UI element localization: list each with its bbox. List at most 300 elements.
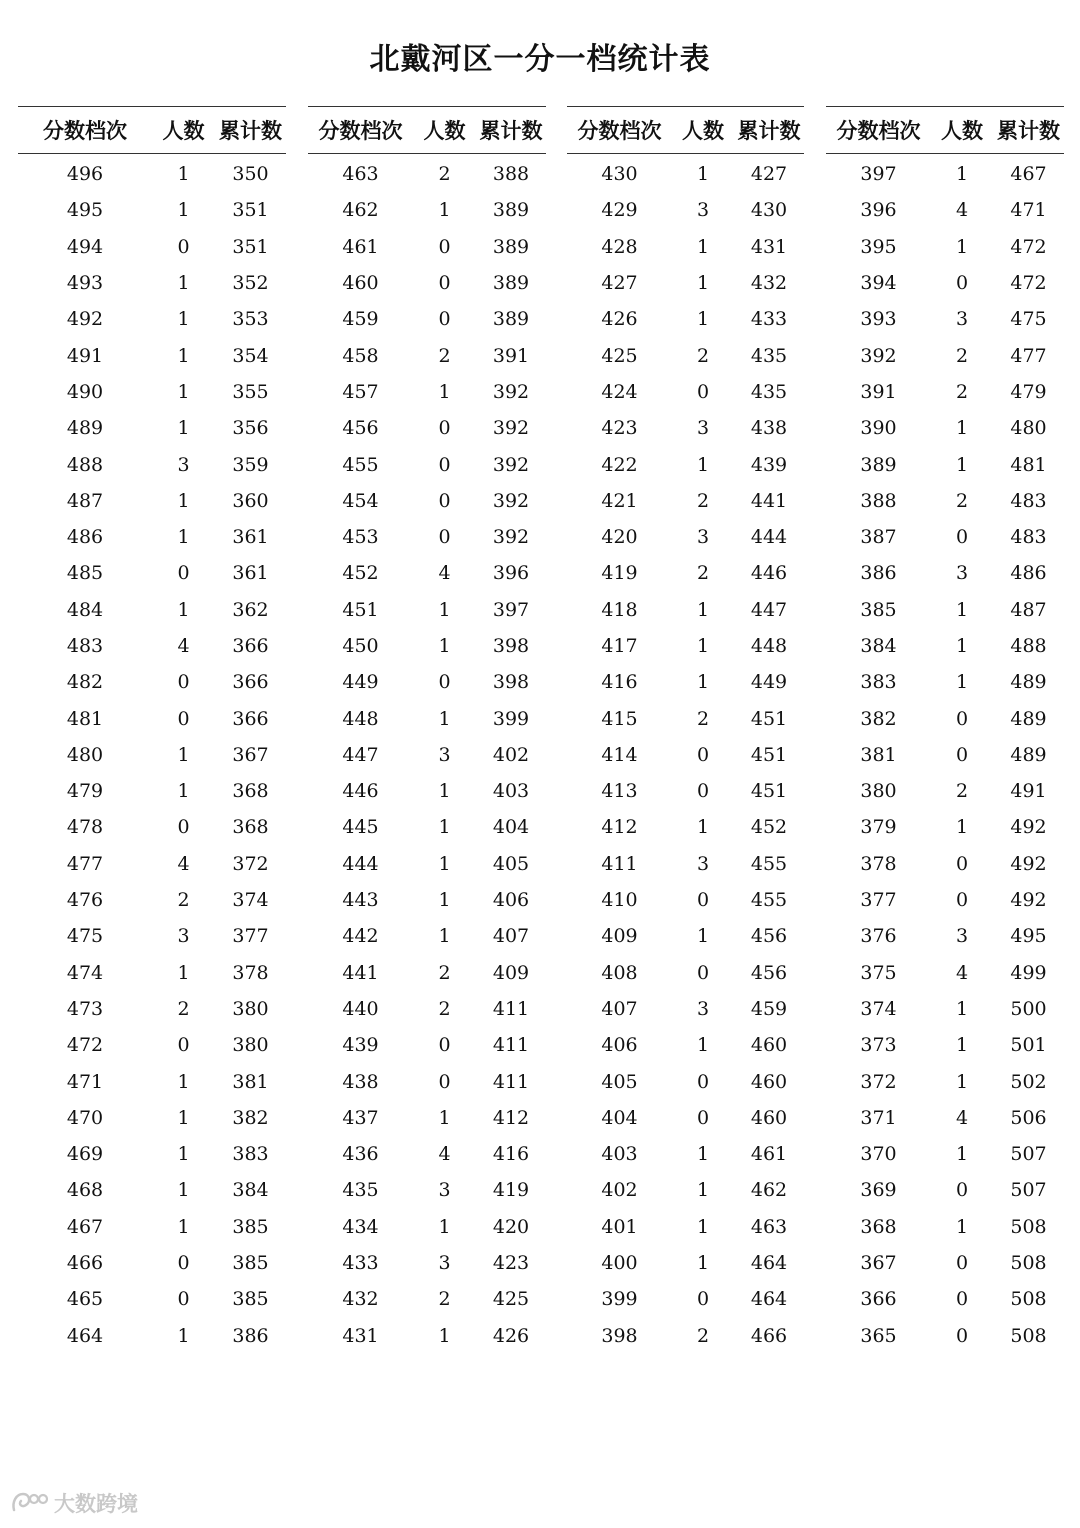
table-row (308, 882, 546, 918)
score-cell: 382 (860, 707, 897, 730)
cumulative-cell: 392 (492, 453, 530, 476)
cumulative-cell: 350 (232, 163, 269, 186)
score-cell: 419 (601, 562, 638, 585)
cumulative-cell: 455 (750, 889, 788, 912)
count-cell: 3 (696, 852, 710, 875)
score-cell: 441 (342, 961, 379, 984)
count-cell: 4 (177, 635, 190, 657)
score-cell: 485 (66, 562, 104, 585)
cumulative-cell: 430 (750, 199, 788, 222)
table-row (567, 1063, 804, 1099)
score-cell: 487 (66, 489, 104, 512)
score-cell: 445 (342, 816, 379, 839)
table-row (18, 154, 286, 193)
table-row (308, 1281, 546, 1317)
cumulative-cell: 391 (492, 344, 530, 367)
cumulative-cell: 385 (232, 1215, 269, 1238)
table-row (567, 483, 804, 519)
table-row (567, 410, 804, 446)
cumulative-cell: 451 (750, 743, 788, 766)
cumulative-cell: 389 (492, 308, 530, 331)
cumulative-cell: 472 (1010, 272, 1047, 295)
count-cell: 1 (438, 852, 451, 875)
count-cell: 1 (438, 889, 451, 912)
table-row (18, 229, 286, 265)
table-row (18, 700, 286, 736)
cumulative-cell: 407 (492, 925, 530, 948)
table-row (826, 1281, 1064, 1317)
table-row (308, 737, 546, 773)
count-cell: 1 (955, 1143, 969, 1166)
table-row (308, 1063, 546, 1099)
cumulative-cell: 489 (1010, 671, 1047, 694)
header-count: 人数 (423, 119, 466, 143)
cumulative-cell: 368 (232, 780, 269, 803)
table-row (567, 1027, 804, 1063)
cumulative-cell: 501 (1010, 1034, 1047, 1057)
cumulative-cell: 366 (232, 707, 269, 730)
count-cell: 0 (955, 272, 969, 295)
cumulative-cell: 492 (1010, 889, 1047, 912)
count-cell: 3 (955, 308, 969, 331)
table-row (308, 229, 546, 265)
table-row (567, 555, 804, 591)
table-row (308, 483, 546, 519)
score-cell: 457 (342, 380, 379, 403)
cumulative-cell: 419 (492, 1179, 530, 1202)
table-row (567, 1209, 804, 1245)
score-cell: 429 (601, 199, 638, 222)
table-row (308, 628, 546, 664)
count-cell: 0 (696, 1070, 710, 1093)
score-cell: 463 (342, 163, 379, 186)
count-cell: 3 (438, 1179, 451, 1202)
count-cell: 0 (177, 707, 190, 730)
count-cell: 0 (177, 1252, 190, 1275)
table-header-row (18, 107, 286, 154)
cumulative-cell: 389 (492, 199, 530, 222)
table-row (567, 1100, 804, 1136)
table-row (567, 1172, 804, 1208)
score-cell: 379 (860, 816, 897, 839)
score-cell: 367 (860, 1252, 897, 1275)
table-row (18, 555, 286, 591)
table-row (826, 1027, 1064, 1063)
watermark-icon (10, 1490, 48, 1516)
count-cell: 0 (438, 489, 451, 512)
score-cell: 496 (66, 163, 104, 186)
header-score-level: 分数档次 (43, 119, 127, 143)
cumulative-cell: 449 (750, 671, 788, 694)
score-cell: 403 (601, 1143, 638, 1166)
score-cell: 423 (601, 417, 638, 440)
count-cell: 0 (438, 417, 451, 440)
score-table-block-1 (18, 106, 286, 1354)
count-cell: 0 (438, 1034, 451, 1057)
table-row (567, 846, 804, 882)
cumulative-cell: 507 (1010, 1179, 1047, 1202)
count-cell: 0 (955, 1252, 969, 1275)
table-row (826, 991, 1064, 1027)
count-cell: 1 (177, 961, 190, 984)
count-cell: 1 (955, 635, 969, 657)
score-cell: 415 (601, 707, 638, 730)
cumulative-cell: 472 (1010, 235, 1047, 258)
count-cell: 4 (177, 852, 190, 875)
count-cell: 2 (177, 889, 190, 912)
count-cell: 3 (696, 417, 710, 440)
table-row (826, 918, 1064, 954)
table-row (18, 301, 286, 337)
watermark-logo (10, 1488, 138, 1518)
score-cell: 400 (601, 1252, 638, 1275)
table-row (18, 955, 286, 991)
header-score-level: 分数档次 (577, 119, 662, 143)
count-cell: 1 (696, 671, 710, 694)
score-cell: 490 (66, 380, 104, 403)
cumulative-cell: 411 (492, 1070, 530, 1093)
score-cell: 495 (66, 199, 104, 222)
cumulative-cell: 492 (1010, 852, 1047, 875)
table-row (567, 664, 804, 700)
count-cell: 4 (438, 562, 451, 585)
table-row (826, 1172, 1064, 1208)
score-cell: 392 (860, 344, 897, 367)
score-cell: 409 (601, 925, 638, 948)
cumulative-cell: 460 (750, 1034, 788, 1057)
cumulative-cell: 466 (750, 1324, 788, 1347)
score-cell: 369 (860, 1179, 897, 1202)
score-cell: 390 (860, 417, 897, 440)
count-cell: 2 (696, 707, 710, 730)
cumulative-cell: 480 (1010, 417, 1047, 440)
count-cell: 2 (955, 380, 969, 403)
score-cell: 421 (601, 489, 638, 512)
score-cell: 444 (342, 852, 379, 875)
count-cell: 2 (696, 489, 710, 512)
score-cell: 385 (860, 598, 897, 621)
score-cell: 458 (342, 344, 379, 367)
table-row (826, 592, 1064, 628)
table-row (18, 1063, 286, 1099)
count-cell: 1 (177, 1143, 190, 1166)
cumulative-cell: 506 (1010, 1106, 1047, 1129)
count-cell: 4 (955, 961, 969, 984)
cumulative-cell: 351 (232, 199, 269, 222)
table-row (18, 1027, 286, 1063)
count-cell: 1 (177, 1070, 190, 1093)
cumulative-cell: 384 (232, 1179, 269, 1202)
count-cell: 1 (696, 635, 710, 657)
cumulative-cell: 508 (1010, 1215, 1047, 1238)
table-row (826, 1100, 1064, 1136)
cumulative-cell: 426 (492, 1324, 530, 1347)
table-row (826, 773, 1064, 809)
count-cell: 0 (955, 852, 969, 875)
count-cell: 0 (696, 1106, 710, 1129)
count-cell: 1 (438, 1215, 451, 1238)
score-cell: 394 (860, 272, 897, 295)
score-cell: 418 (601, 598, 638, 621)
count-cell: 1 (696, 235, 710, 258)
table-row (567, 1136, 804, 1172)
count-cell: 1 (696, 925, 710, 948)
table-row (826, 337, 1064, 373)
cumulative-cell: 354 (232, 344, 269, 367)
count-cell: 1 (696, 272, 710, 295)
count-cell: 0 (696, 889, 710, 912)
cumulative-cell: 499 (1010, 961, 1047, 984)
table-row (826, 154, 1064, 193)
count-cell: 4 (955, 1106, 969, 1129)
cumulative-cell: 507 (1010, 1143, 1047, 1166)
table-row (308, 301, 546, 337)
cumulative-cell: 399 (492, 707, 530, 730)
table-row (308, 555, 546, 591)
cumulative-cell: 361 (232, 562, 269, 585)
cumulative-cell: 435 (750, 380, 788, 403)
table-row (18, 446, 286, 482)
score-cell: 435 (342, 1179, 379, 1202)
score-table-block-2 (308, 106, 546, 1354)
table-row (18, 519, 286, 555)
count-cell: 1 (177, 272, 190, 295)
score-cell: 483 (66, 635, 104, 657)
count-cell: 1 (177, 780, 190, 803)
table-row (18, 918, 286, 954)
count-cell: 1 (696, 163, 710, 186)
score-cell: 477 (66, 852, 104, 875)
table-header-row (826, 107, 1064, 154)
cumulative-cell: 385 (232, 1252, 269, 1275)
cumulative-cell: 438 (750, 417, 788, 440)
table-row (18, 410, 286, 446)
table-row (826, 882, 1064, 918)
table-row (18, 1209, 286, 1245)
count-cell: 1 (438, 925, 451, 948)
count-cell: 1 (177, 1106, 190, 1129)
table-row (826, 1063, 1064, 1099)
table-row (308, 700, 546, 736)
count-cell: 2 (696, 1324, 710, 1347)
cumulative-cell: 487 (1010, 598, 1047, 621)
cumulative-cell: 439 (750, 453, 788, 476)
count-cell: 2 (438, 1288, 451, 1311)
table-row (567, 374, 804, 410)
cumulative-cell: 359 (232, 453, 269, 476)
table-row (567, 700, 804, 736)
cumulative-cell: 500 (1010, 997, 1047, 1020)
count-cell: 2 (177, 997, 190, 1020)
table-row (18, 628, 286, 664)
score-cell: 470 (66, 1106, 104, 1129)
table-row (308, 592, 546, 628)
table-row (308, 337, 546, 373)
score-cell: 488 (66, 453, 104, 476)
table-row (567, 991, 804, 1027)
cumulative-cell: 366 (232, 671, 269, 694)
table-row (308, 918, 546, 954)
table-row (18, 737, 286, 773)
score-cell: 417 (601, 635, 638, 657)
table-row (18, 1172, 286, 1208)
table-row (18, 846, 286, 882)
cumulative-cell: 459 (750, 997, 788, 1020)
count-cell: 1 (177, 344, 190, 367)
score-cell: 401 (601, 1215, 638, 1238)
cumulative-cell: 389 (492, 272, 530, 295)
count-cell: 2 (438, 163, 451, 186)
table-row (826, 1318, 1064, 1354)
count-cell: 1 (177, 1179, 190, 1202)
count-cell: 0 (696, 743, 710, 766)
table-row (567, 301, 804, 337)
cumulative-cell: 508 (1010, 1324, 1047, 1347)
score-cell: 427 (601, 272, 638, 295)
count-cell: 1 (177, 598, 190, 621)
table-row (567, 154, 804, 193)
score-cell: 456 (342, 417, 379, 440)
cumulative-cell: 491 (1010, 780, 1047, 803)
header-cumulative: 累计数 (737, 119, 801, 143)
cumulative-cell: 441 (750, 489, 788, 512)
count-cell: 1 (438, 707, 451, 730)
count-cell: 1 (438, 1324, 451, 1347)
table-row (308, 410, 546, 446)
cumulative-cell: 372 (232, 852, 269, 875)
count-cell: 3 (955, 925, 969, 948)
cumulative-cell: 464 (750, 1252, 788, 1275)
cumulative-cell: 380 (232, 1034, 269, 1057)
count-cell: 1 (177, 1324, 190, 1347)
cumulative-cell: 483 (1010, 489, 1047, 512)
cumulative-cell: 488 (1010, 635, 1047, 657)
count-cell: 0 (696, 780, 710, 803)
count-cell: 1 (177, 380, 190, 403)
cumulative-cell: 386 (232, 1324, 269, 1347)
score-cell: 368 (860, 1215, 897, 1238)
count-cell: 0 (438, 235, 451, 258)
table-row (826, 446, 1064, 482)
table-row (308, 446, 546, 482)
table-row (826, 846, 1064, 882)
score-cell: 432 (342, 1288, 379, 1311)
cumulative-cell: 352 (232, 272, 269, 295)
table-row (308, 955, 546, 991)
cumulative-cell: 486 (1010, 562, 1047, 585)
table-row (826, 410, 1064, 446)
table-row (18, 1281, 286, 1317)
count-cell: 1 (438, 635, 451, 657)
table-row (567, 1245, 804, 1281)
table-row (826, 483, 1064, 519)
header-score-level: 分数档次 (836, 119, 921, 143)
score-cell: 462 (342, 199, 379, 222)
cumulative-cell: 368 (232, 816, 269, 839)
score-cell: 484 (66, 598, 104, 621)
score-cell: 420 (601, 526, 638, 549)
score-cell: 464 (66, 1324, 104, 1347)
count-cell: 3 (955, 562, 969, 585)
score-cell: 474 (66, 961, 104, 984)
count-cell: 1 (696, 308, 710, 331)
cumulative-cell: 508 (1010, 1288, 1047, 1311)
cumulative-cell: 455 (750, 852, 788, 875)
table-row (18, 337, 286, 373)
table-row (308, 1318, 546, 1354)
score-cell: 391 (860, 380, 897, 403)
cumulative-cell: 425 (492, 1288, 530, 1311)
count-cell: 1 (177, 308, 190, 331)
table-row (308, 1209, 546, 1245)
score-cell: 482 (66, 671, 104, 694)
score-cell: 383 (860, 671, 897, 694)
table-row (308, 1027, 546, 1063)
table-row (308, 773, 546, 809)
cumulative-cell: 378 (232, 961, 269, 984)
score-cell: 405 (601, 1070, 638, 1093)
table-header-row (308, 107, 546, 154)
count-cell: 1 (177, 1215, 190, 1238)
count-cell: 1 (177, 743, 190, 766)
header-count: 人数 (682, 119, 724, 143)
count-cell: 1 (438, 780, 451, 803)
score-cell: 365 (860, 1324, 897, 1347)
table-row (308, 192, 546, 228)
count-cell: 0 (438, 526, 451, 549)
table-row (18, 664, 286, 700)
count-cell: 3 (177, 925, 190, 948)
table-row (18, 483, 286, 519)
table-row (826, 229, 1064, 265)
count-cell: 0 (696, 961, 710, 984)
score-cell: 447 (342, 743, 379, 766)
count-cell: 1 (955, 163, 969, 186)
score-cell: 381 (860, 743, 897, 766)
score-cell: 393 (860, 308, 897, 331)
count-cell: 1 (955, 1070, 969, 1093)
score-cell: 376 (860, 925, 897, 948)
score-cell: 380 (860, 780, 897, 803)
table-row (826, 628, 1064, 664)
table-row (567, 628, 804, 664)
count-cell: 1 (955, 1215, 969, 1238)
cumulative-cell: 456 (750, 925, 788, 948)
cumulative-cell: 356 (232, 417, 269, 440)
table-row (567, 773, 804, 809)
table-row (308, 809, 546, 845)
cumulative-cell: 411 (492, 1034, 530, 1057)
score-cell: 399 (601, 1288, 638, 1311)
table-row (567, 1281, 804, 1317)
page-title: 北戴河区一分一档统计表 (369, 42, 711, 77)
count-cell: 1 (696, 1215, 710, 1238)
count-cell: 3 (177, 453, 190, 476)
cumulative-cell: 492 (1010, 816, 1047, 839)
cumulative-cell: 377 (232, 925, 269, 948)
table-row (308, 1100, 546, 1136)
count-cell: 1 (955, 1034, 969, 1057)
cumulative-cell: 362 (232, 598, 269, 621)
table-row (18, 592, 286, 628)
cumulative-cell: 397 (492, 598, 530, 621)
cumulative-cell: 389 (492, 235, 530, 258)
count-cell: 2 (438, 344, 451, 367)
count-cell: 1 (177, 417, 190, 440)
cumulative-cell: 462 (750, 1179, 788, 1202)
score-cell: 437 (342, 1106, 379, 1129)
count-cell: 0 (438, 671, 451, 694)
